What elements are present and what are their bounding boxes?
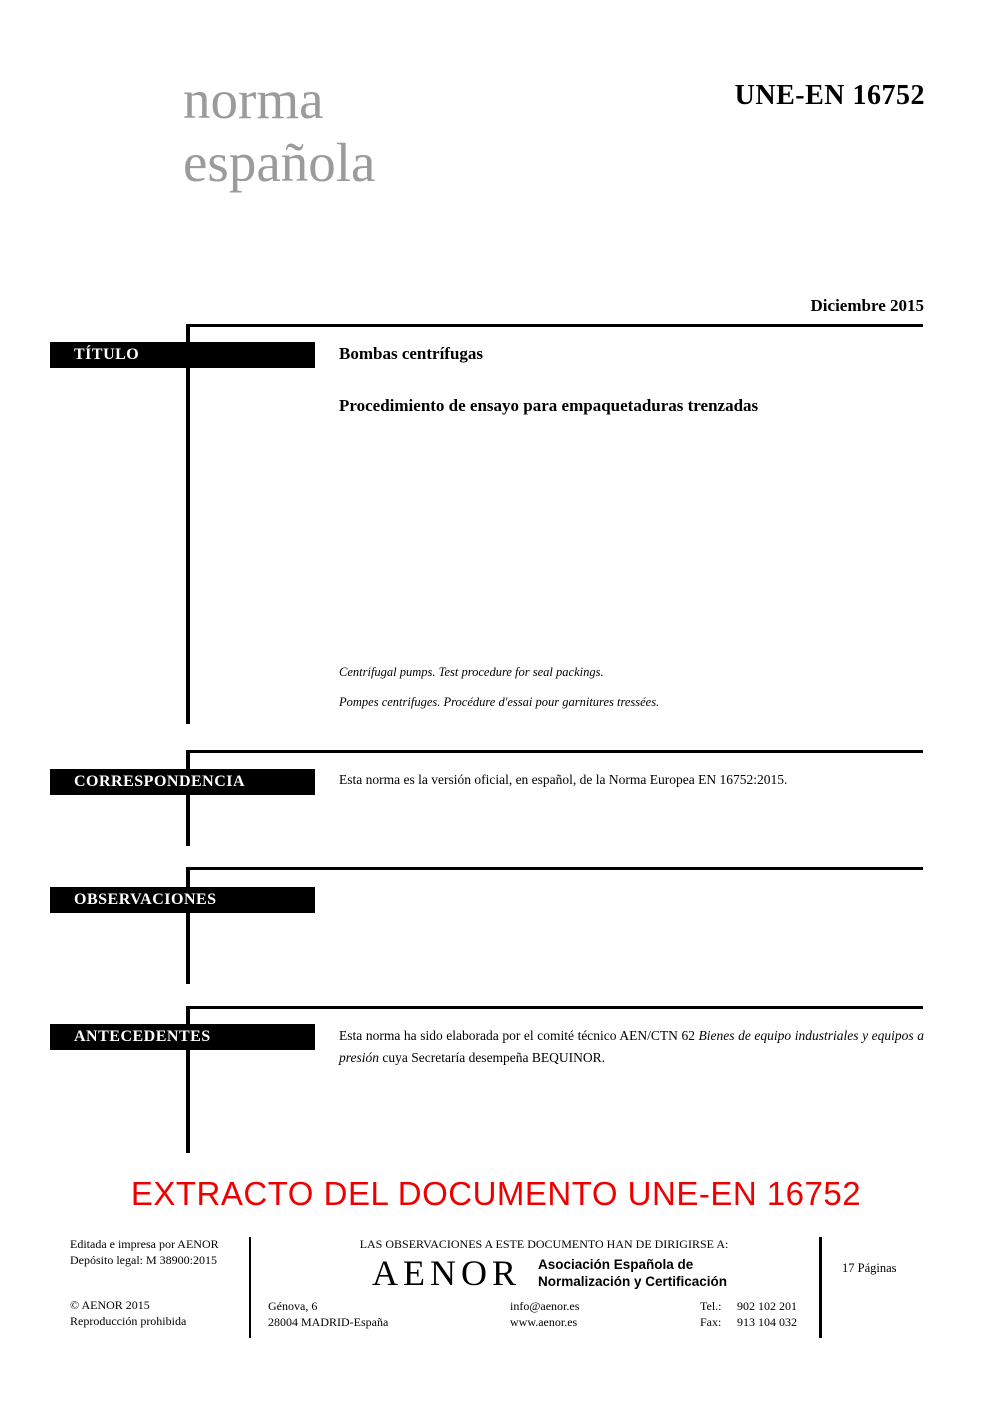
- correspondencia-text: Esta norma es la versión oficial, en español, de la Norma Europea EN 16752:2015.: [339, 772, 788, 787]
- footer-imprint: [70, 1236, 219, 1268]
- standard-title-main: Bombas centrífugas: [339, 344, 484, 363]
- footer-copyright-line1: © AENOR 2015: [70, 1298, 150, 1312]
- footer-tel-value: 902 102 201: [737, 1299, 797, 1313]
- titulo-label: TÍTULO: [74, 346, 140, 363]
- antecedentes-text: [339, 1025, 924, 1069]
- aenor-org-line2: Normalización y Certificación: [538, 1274, 728, 1289]
- aenor-org-name: [538, 1256, 727, 1290]
- footer-divider-left: [249, 1237, 251, 1338]
- correspondencia-top-rule: [186, 750, 923, 753]
- antecedentes-label-box: [50, 1024, 315, 1050]
- antecedentes-text-italic: Bienes de equipo industriales y equipos a presión: [339, 1028, 924, 1065]
- antecedentes-label: ANTECEDENTES: [74, 1028, 211, 1045]
- logo-line2: española: [183, 132, 376, 193]
- standard-title-sub: Procedimiento de ensayo para empaquetaduras trenzadas: [339, 396, 759, 415]
- titulo-label-box: [50, 342, 315, 368]
- footer-phone-values: [737, 1298, 797, 1330]
- correspondencia-label-box: [50, 769, 315, 795]
- title-english: Centrifugal pumps. Test procedure for seal packings.: [339, 665, 604, 679]
- aenor-logo: AENOR: [372, 1253, 521, 1293]
- extract-notice: EXTRACTO DEL DOCUMENTO UNE-EN 16752: [130, 1175, 862, 1212]
- footer-notice: LAS OBSERVACIONES A ESTE DOCUMENTO HAN DE DIRIGIRSE A:: [359, 1237, 729, 1251]
- observaciones-vertical-rule: [186, 867, 190, 984]
- footer-fax-label: Fax:: [700, 1315, 722, 1329]
- norma-espanola-logo: [183, 68, 375, 194]
- footer-imprint-line1: Editada e impresa por AENOR: [70, 1237, 219, 1251]
- footer-address-line2: 28004 MADRID-España: [268, 1315, 389, 1329]
- correspondencia-vertical-rule: [186, 750, 190, 846]
- footer-phone-labels: [700, 1298, 722, 1330]
- footer-fax-value: 913 104 032: [737, 1315, 797, 1329]
- footer-divider-right: [819, 1237, 822, 1338]
- titulo-vertical-rule: [186, 324, 190, 724]
- page-count: 17 Páginas: [842, 1261, 897, 1275]
- footer-address-line1: Génova, 6: [268, 1299, 318, 1313]
- footer-imprint-line2: Depósito legal: M 38900:2015: [70, 1253, 217, 1267]
- observaciones-label-box: [50, 887, 315, 913]
- observaciones-label: OBSERVACIONES: [74, 891, 217, 908]
- footer-tel-label: Tel.:: [700, 1299, 722, 1313]
- footer-copyright: [70, 1297, 186, 1329]
- antecedentes-text-post: cuya Secretaría desempeña BEQUINOR.: [379, 1050, 606, 1065]
- correspondencia-label: CORRESPONDENCIA: [74, 773, 246, 790]
- observaciones-top-rule: [186, 867, 923, 870]
- antecedentes-top-rule: [186, 1006, 923, 1009]
- titulo-top-rule: [186, 324, 923, 327]
- footer-copyright-line2: Reproducción prohibida: [70, 1314, 187, 1328]
- publication-date: Diciembre 2015: [810, 296, 924, 315]
- aenor-org-line1: Asociación Española de: [538, 1257, 694, 1272]
- footer-contact-net: [510, 1298, 579, 1330]
- footer-address: [268, 1298, 388, 1330]
- logo-line1: norma: [183, 69, 324, 130]
- antecedentes-text-pre: Esta norma ha sido elaborada por el comité técnico AEN/CTN 62: [339, 1028, 699, 1043]
- footer-web: www.aenor.es: [510, 1315, 578, 1329]
- document-number: UNE-EN 16752: [734, 80, 925, 111]
- footer-email: info@aenor.es: [510, 1299, 580, 1313]
- title-french: Pompes centrifuges. Procédure d'essai pour garnitures tressées.: [339, 695, 660, 709]
